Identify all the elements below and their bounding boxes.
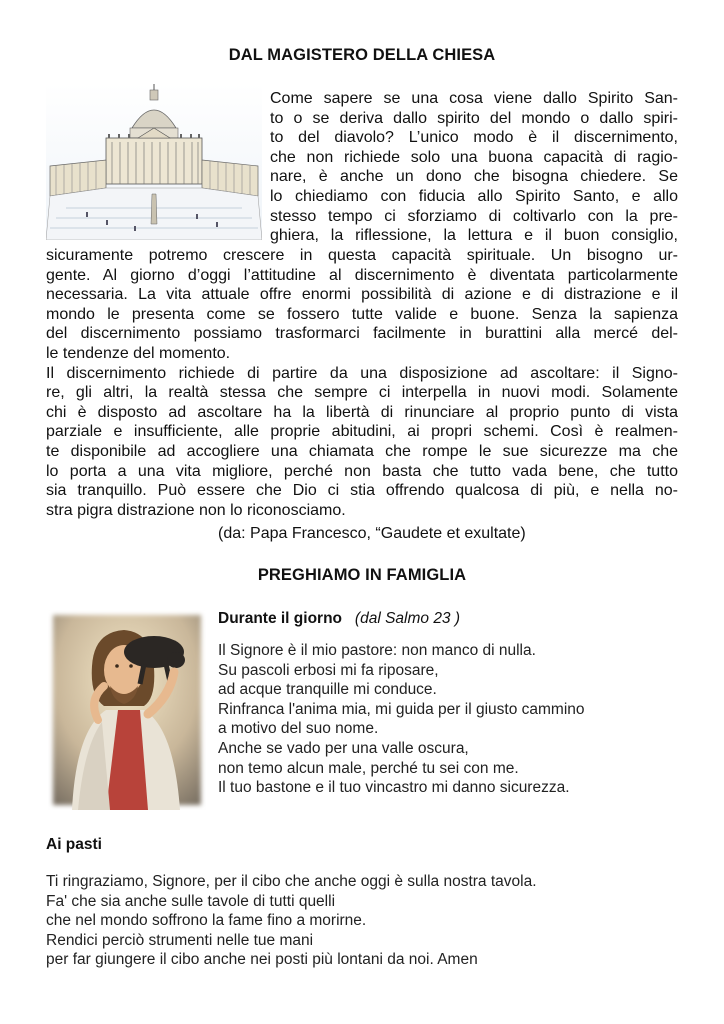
body-line: lo chiediamo con fiducia allo Spirito Santo, e allo [270,188,678,205]
body-line: chi è disposto ad ascoltare ha la libertà di rinunciare al proprio punto di vista [46,403,678,421]
body-line: parziale e insufficiente, alle proprie abitudini, ai propri schemi. Così è realmen- [46,423,678,441]
body-line: Il discernimento richiede di partire da una disposizione ad ascoltare: il Signo- [46,364,678,382]
psalm-line: ad acque tranquille mi conduce. [218,681,437,699]
body-line: stesso tempo ci sforziamo di coltivarlo con la pre- [270,207,678,225]
section-title-magistero: DAL MAGISTERO DELLA CHIESA [228,46,496,64]
body-line: lo porta a una vita migliore, perché non basta che tutto vada bene, che tutto [46,462,678,480]
good-shepherd-painting [48,610,206,810]
psalm-line: Il Signore è il mio pastore: non manco di nulla. [218,642,536,659]
psalm-line: non temo alcun male, perché tu sei con me. [218,759,519,777]
meal-prayer-line: che nel mondo soffrono la fame fino a morirne. [46,912,367,930]
prayer-subtitle-label: Durante il giorno [218,610,342,627]
meal-prayer-line: Ti ringraziamo, Signore, per il cibo che anche oggi è sulla nostra tavola. [46,873,537,890]
meal-prayer-title: Ai pasti [46,836,102,853]
prayer-subtitle [218,610,460,628]
body-line: sia tranquillo. Può essere che Dio ci stia offrendo qualcosa di più, e nella no- [46,482,678,500]
psalm-line: Rinfranca l'anima mia, mi guida per il giusto cammino [218,700,585,718]
body-line: to del diavolo? L’unico modo è il discernimento, [270,129,678,147]
section-title-preghiamo: PREGHIAMO IN FAMIGLIA [257,566,467,584]
prayer-subtitle-source: (dal Salmo 23 ) [354,610,461,627]
body-line: stra pigra distrazione non lo riconosciamo. [46,501,346,519]
body-line: sicuramente potremo crescere in questa capacità spirituale. Un bisogno ur- [46,247,678,264]
psalm-line: Su pascoli erbosi mi fa riposare, [218,661,439,679]
psalm-text [218,641,585,798]
body-line: nare, è anche un dono che bisogna chiedere. Se [270,168,678,186]
basilica-illustration [46,84,262,240]
body-line: le tendenze del momento. [46,345,231,362]
psalm-line: Anche se vado per una valle oscura, [218,739,469,757]
body-line: re, gli altri, la realtà stessa che sempre ci interpella in nuovi modi. Solamente [46,384,678,402]
body-line: del discernimento possiamo trasformarci facilmente in burattini alla mercé del- [46,325,678,343]
body-line: necessaria. La vita attuale offre enormi possibilità di azione e di distrazione e il [46,286,678,304]
meal-prayer-line: Rendici perciò strumenti nelle tue mani [46,931,314,949]
body-line: te disponibile ad accogliere una chiamata che rompe le sue sicurezze ma che [46,443,678,460]
psalm-line: Il tuo bastone e il tuo vincastro mi danno sicurezza. [218,779,570,797]
body-line: to o se deriva dallo spirito del mondo o dallo spiri- [270,109,678,127]
body-line: ghiera, la riflessione, la lettura e il buon consiglio, [270,227,678,245]
meal-prayer-text [46,872,537,970]
meal-prayer-line: per far giungere il cibo anche nei posti più lontani da noi. Amen [46,951,478,969]
psalm-line: a motivo del suo nome. [218,720,379,738]
body-line: gente. Al giorno d’oggi l’attitudine al discernimento è diventata particolarmente [46,266,678,284]
citation: (da: Papa Francesco, “Gaudete et exultate) [218,525,526,542]
body-line: che non richiede solo una buona capacità di ragio- [270,148,678,166]
body-line: Come sapere se una cosa viene dallo Spirito San- [270,90,678,107]
meal-prayer-line: Fa' che sia anche sulle tavole di tutti quelli [46,892,336,910]
body-line: mondo le presenta come se fossero tutte valide e buone. Senza la sapienza [46,305,678,323]
